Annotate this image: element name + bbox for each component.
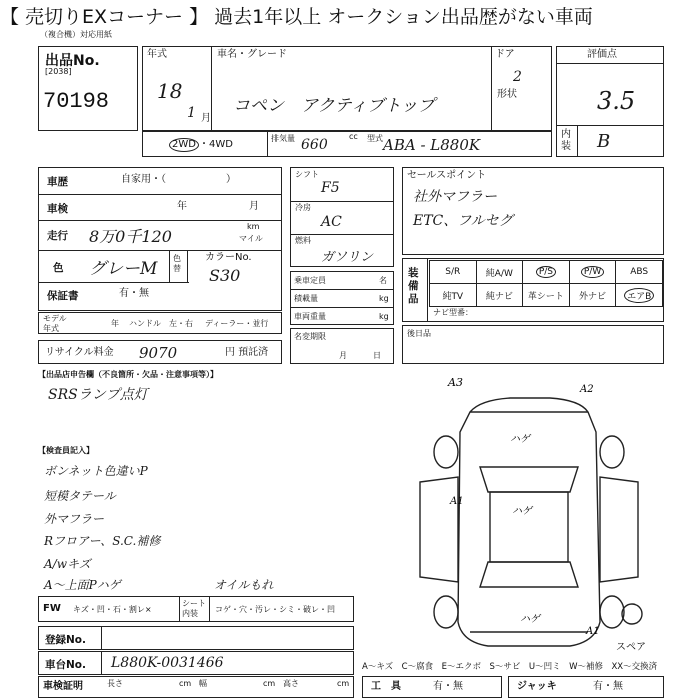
mark-a1-left: A1 <box>450 496 464 507</box>
ownership-day: 日 <box>373 351 381 360</box>
mileage-label: 走行 <box>47 230 68 242</box>
weight-unit: kg <box>379 312 389 321</box>
history-label: 車歴 <box>47 176 68 188</box>
registration-row <box>38 626 354 650</box>
mark-hage-roof: ハゲ <box>512 506 532 517</box>
month-suffix: 月 <box>201 113 211 124</box>
listing-no-label: 出品No. <box>45 53 100 69</box>
color-value: グレーM <box>89 259 158 279</box>
year-value: 18 <box>157 79 183 103</box>
cc-unit: cc <box>349 132 358 141</box>
inspector-line-2: 短模タテール <box>44 489 116 503</box>
listing-number: 70198 <box>43 89 110 114</box>
inspection-month: 月 <box>249 201 259 212</box>
chassis-label: 車台No. <box>45 659 86 671</box>
after-date-box <box>402 325 664 364</box>
mark-a1-rear: A1 <box>586 626 600 637</box>
weight-label: 車両重量 <box>294 312 326 321</box>
chassis-row <box>38 651 354 675</box>
mark-hage-front: ハゲ <box>510 434 530 445</box>
paper-note: （複合機）対応用紙 <box>40 30 112 39</box>
sales-points-box <box>402 167 664 255</box>
after-date-label: 後日品 <box>407 329 431 338</box>
grade-box <box>556 46 664 157</box>
declaration-label: 【出品店申告欄（不良箇所・欠品・注意事項等）】 <box>38 370 218 379</box>
model-value: ABA - L880K <box>383 136 481 154</box>
grade-label: 評価点 <box>587 49 617 60</box>
fuel-label: 燃料 <box>295 236 311 245</box>
model-year-label: モデル年式 <box>43 314 67 333</box>
equip-airbag: エアB <box>616 284 663 307</box>
ac-value: AC <box>321 214 342 230</box>
model-year-unit: 年 <box>111 319 119 328</box>
jack-box <box>508 676 664 698</box>
ownership-box <box>290 328 394 364</box>
equip-sunroof: S/R <box>430 261 477 284</box>
jack-value: 有・無 <box>593 681 623 692</box>
cert-height: 高さ <box>283 679 299 688</box>
sales-point-2: ETC、フルセグ <box>413 213 513 229</box>
mileage-unit-mile: マイル <box>239 234 263 243</box>
declaration-value: SRSランプ点灯 <box>48 387 148 403</box>
color-label: 色 <box>53 262 64 274</box>
paint-change-label: 色替 <box>173 254 181 273</box>
cert-width-unit: cm <box>263 679 276 688</box>
load-unit: kg <box>379 294 389 303</box>
capacity-unit: 名 <box>379 276 387 285</box>
shift-label: シフト <box>295 170 319 179</box>
equipment-box <box>402 258 664 322</box>
ownership-month: 月 <box>339 351 347 360</box>
cert-label: 車検証明 <box>43 681 83 692</box>
name-label: 車名・グレード <box>217 49 287 60</box>
recycle-suffix: 円 預託済 <box>225 347 269 358</box>
equip-alloy-wheels: 純A/W <box>476 261 523 284</box>
tools-box <box>362 676 502 698</box>
recycle-value: 9070 <box>139 344 178 362</box>
capacity-label: 乗車定員 <box>294 276 326 285</box>
inspector-line-5: A/wキズ <box>44 557 91 571</box>
warranty-value: 有・無 <box>119 288 149 299</box>
name-value: コペン アクティブトップ <box>233 96 435 116</box>
sales-points-label: セールスポイント <box>407 170 487 181</box>
equip-leather: 革シート <box>523 284 570 307</box>
equipment-label: 装備品 <box>408 267 419 305</box>
sales-point-1: 社外マフラー <box>413 189 497 205</box>
fw-options: キズ・凹・石・割レ× <box>73 605 152 614</box>
recycle-label: リサイクル料金 <box>45 347 114 358</box>
model-label: 型式 <box>367 134 383 143</box>
damage-legend: A～キズ C～腐食 E～エクボ S～サビ U～凹ミ W～補修 XX～交換済 <box>362 662 658 672</box>
fw-label: FW <box>43 603 61 614</box>
header-banner: 【 売切りEXコーナー 】 過去1年以上 オークション出品歴がない車両 <box>0 6 593 28</box>
shift-value: F5 <box>321 180 340 196</box>
inspector-line-6: A～上面Pハゲ <box>44 578 121 592</box>
cert-length-unit: cm <box>179 679 192 688</box>
mileage-unit-km: km <box>247 222 260 231</box>
jack-label: ジャッキ <box>517 681 557 692</box>
history-value: 自家用・（ ） <box>121 174 236 185</box>
cert-width: 幅 <box>199 679 207 688</box>
inspection-year: 年 <box>177 201 187 212</box>
equip-tv: 純TV <box>430 284 477 307</box>
tools-value: 有・無 <box>433 681 463 692</box>
inspector-line-4: Rフロアー、S.C.補修 <box>44 534 161 548</box>
warranty-label: 保証書 <box>47 290 79 302</box>
mark-a3: A3 <box>448 376 463 389</box>
nav-model-label: ナビ型番： <box>433 308 473 317</box>
ownership-label: 名変期限 <box>294 332 326 341</box>
mark-hage-rear: ハゲ <box>520 614 540 625</box>
listing-number-box <box>38 46 138 131</box>
inspector-line-3: 外マフラー <box>44 512 105 526</box>
equip-aftermarket-navi: 外ナビ <box>569 284 616 307</box>
history-box <box>38 167 282 311</box>
spec-box <box>290 167 394 267</box>
spare-label: スペア <box>616 642 646 653</box>
model-year-row <box>38 312 282 334</box>
stamp: [2038] <box>45 67 72 76</box>
shape-label: 形状 <box>497 89 517 100</box>
equip-power-windows: P/W <box>569 261 616 284</box>
door-label: ドア <box>495 49 515 60</box>
displacement-label: 排気量 <box>271 134 295 143</box>
colorcode-value: S30 <box>209 266 241 285</box>
interior-label: 内装 <box>561 129 571 152</box>
handle-option: ハンドル 左・右 <box>129 319 193 328</box>
inspector-line-1: ボンネット色違いP <box>44 464 148 478</box>
inspector-oil: オイルもれ <box>214 578 274 592</box>
drive-row <box>142 131 552 157</box>
load-label: 積載量 <box>294 294 318 303</box>
reg-label: 登録No. <box>45 634 86 646</box>
floor-seat-row <box>38 596 354 622</box>
ac-label: 冷房 <box>295 203 311 212</box>
drive-2wd: 2WD ・4WD <box>169 138 233 152</box>
year-label: 年式 <box>147 49 167 60</box>
displacement-value: 660 <box>301 137 328 153</box>
month-value: 1 <box>187 105 196 121</box>
recycle-row <box>38 340 282 364</box>
car-damage-diagram <box>400 372 700 662</box>
mark-a2: A2 <box>580 384 594 395</box>
fuel-value: ガソリン <box>321 250 374 265</box>
capacity-box <box>290 271 394 325</box>
tools-label: 工 具 <box>371 681 401 692</box>
interior-value: B <box>597 131 611 152</box>
mileage-value: 8万0千120 <box>89 227 172 246</box>
inspection-label: 車検 <box>47 203 68 215</box>
cert-height-unit: cm <box>337 679 350 688</box>
seat-label: シート内装 <box>182 599 206 618</box>
seat-options: コゲ・穴・汚レ・シミ・破レ・凹 <box>215 605 335 614</box>
vehicle-info-box <box>142 46 552 131</box>
equip-power-steering: P/S <box>523 261 570 284</box>
dealer-option: ディーラー・並行 <box>205 319 269 328</box>
inspector-label: 【検査員記入】 <box>38 446 94 455</box>
equip-abs: ABS <box>616 261 663 284</box>
grade-value: 3.5 <box>597 87 636 115</box>
chassis-value: L880K-0031466 <box>111 655 224 671</box>
certificate-row <box>38 676 354 698</box>
cert-length: 長さ <box>107 679 123 688</box>
colorcode-label: カラーNo. <box>205 252 252 263</box>
equipment-grid <box>429 260 663 307</box>
door-value: 2 <box>513 69 522 85</box>
equip-navi: 純ナビ <box>476 284 523 307</box>
